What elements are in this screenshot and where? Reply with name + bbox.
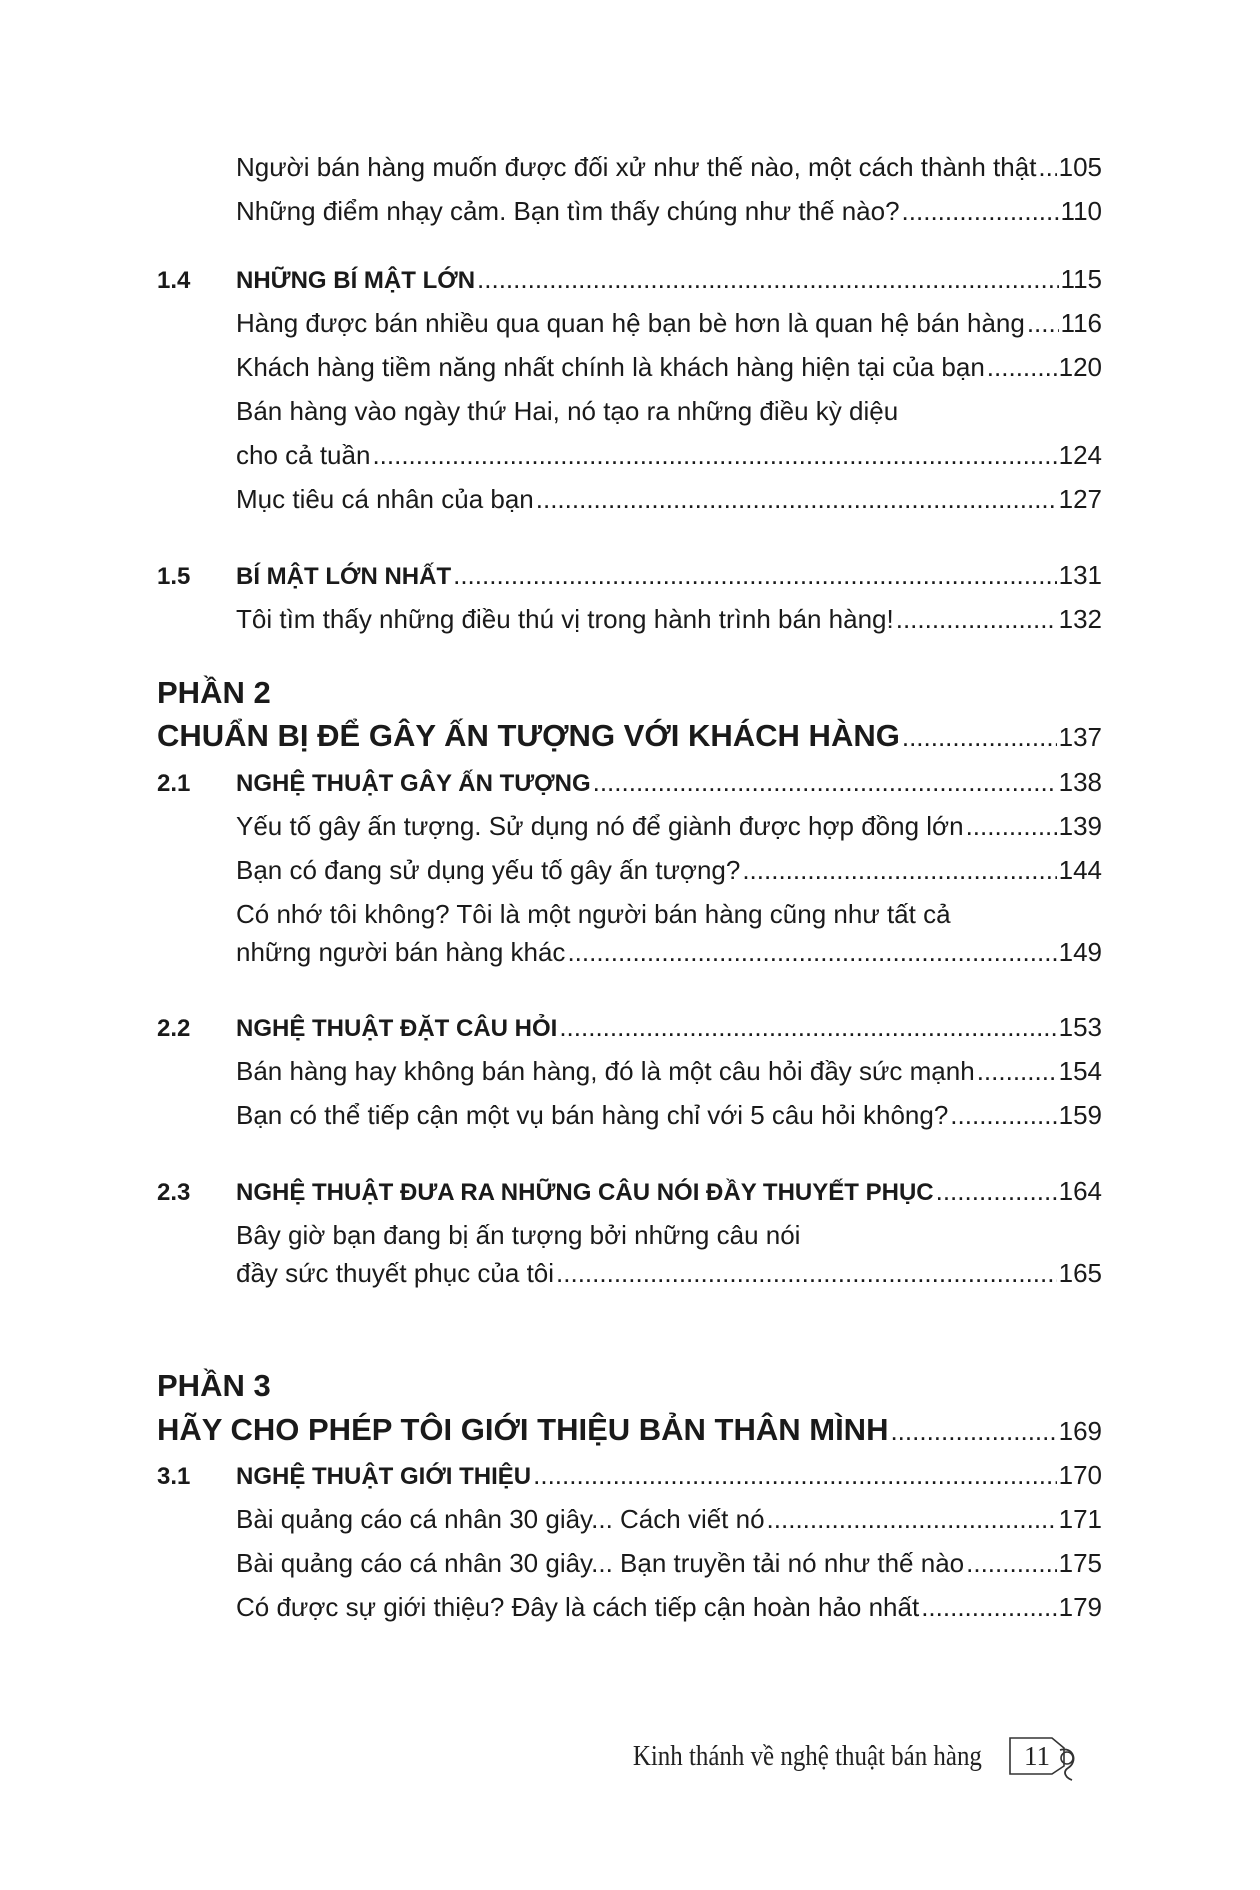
toc-entry <box>236 350 1102 384</box>
section-title: NGHỆ THUẬT GÂY ẤN TƯỢNG <box>236 770 591 797</box>
toc-entry <box>236 935 1102 969</box>
dot-leader <box>966 1546 1056 1580</box>
page-footer <box>500 1734 1110 1780</box>
toc-section <box>157 765 1102 801</box>
toc-entry-title: Có được sự giới thiệu? Đây là cách tiếp cận hoàn hảo nhất <box>236 1592 920 1622</box>
toc-entry-page: 179 <box>1058 1592 1102 1622</box>
toc-entry-line1: Bây giờ bạn đang bị ấn tượng bởi những câu nói <box>236 1220 801 1250</box>
section-page: 164 <box>1058 1176 1102 1206</box>
part-label: PHẦN 2 <box>157 675 271 710</box>
dot-leader <box>1027 306 1059 340</box>
section-title: NGHỆ THUẬT ĐẶT CÂU HỎI <box>236 1015 558 1042</box>
toc-entry-title: Khách hàng tiềm năng nhất chính là khách hàng hiện tại của bạn <box>236 352 985 382</box>
toc-entry-page: 132 <box>1058 604 1102 634</box>
toc-entry <box>236 853 1102 887</box>
dot-leader <box>593 765 1057 799</box>
toc-section <box>157 1458 1102 1494</box>
toc-entry-title: Bài quảng cáo cá nhân 30 giây... Cách viết nó <box>236 1504 765 1534</box>
dot-leader <box>453 558 1057 592</box>
dot-leader <box>477 262 1059 296</box>
toc-entry-title: Hàng được bán nhiều qua quan hệ bạn bè hơn là quan hệ bán hàng <box>236 308 1025 338</box>
toc-entry-page: 127 <box>1058 484 1102 514</box>
section-number: 2.2 <box>157 1015 191 1042</box>
dot-leader <box>372 438 1056 472</box>
toc-entry-page: 154 <box>1058 1056 1102 1086</box>
section-number: 2.1 <box>157 770 191 797</box>
part-title: CHUẨN BỊ ĐỂ GÂY ẤN TƯỢNG VỚI KHÁCH HÀNG <box>157 718 900 753</box>
section-page: 153 <box>1058 1012 1102 1042</box>
toc-entry <box>236 306 1102 340</box>
dot-leader <box>902 717 1057 757</box>
section-number: 1.5 <box>157 563 191 590</box>
toc-entry-line1: Có nhớ tôi không? Tôi là một người bán hàng cũng như tất cả <box>236 899 951 929</box>
toc-entry-title: Bạn có thể tiếp cận một vụ bán hàng chỉ với 5 câu hỏi không? <box>236 1100 949 1130</box>
toc-entry <box>236 1502 1102 1536</box>
section-page: 138 <box>1058 767 1102 797</box>
toc-entry <box>236 194 1102 228</box>
dot-leader <box>890 1411 1056 1451</box>
toc-entry-title: Bán hàng hay không bán hàng, đó là một câu hỏi đầy sức mạnh <box>236 1056 975 1086</box>
toc-entry <box>236 438 1102 472</box>
section-title: BÍ MẬT LỚN NHẤT <box>236 563 452 590</box>
toc-section <box>157 1010 1102 1046</box>
toc-entry-page: 105 <box>1058 152 1102 182</box>
toc-entry-page: 144 <box>1058 855 1102 885</box>
dot-leader <box>533 1458 1056 1492</box>
page-number-box <box>1008 1736 1080 1774</box>
dot-leader <box>977 1054 1057 1088</box>
toc-entry-page: 120 <box>1058 352 1102 382</box>
toc-entry-page: 175 <box>1058 1548 1102 1578</box>
dot-leader <box>567 935 1056 969</box>
toc-entry <box>236 809 1102 843</box>
part-title: HÃY CHO PHÉP TÔI GIỚI THIỆU BẢN THÂN MÌNH <box>157 1412 889 1447</box>
toc-entry <box>236 150 1102 184</box>
dot-leader <box>921 1590 1056 1624</box>
toc-entry-title: đầy sức thuyết phục của tôi <box>236 1258 555 1288</box>
dot-leader <box>950 1098 1056 1132</box>
page-number: 11 <box>1024 1741 1050 1771</box>
toc-entry-page: 171 <box>1058 1504 1102 1534</box>
dot-leader <box>902 194 1059 228</box>
dot-leader <box>966 809 1057 843</box>
dot-leader <box>556 1256 1057 1290</box>
toc-entry-page: 116 <box>1060 308 1102 338</box>
dot-leader <box>742 853 1056 887</box>
book-title: Kinh thánh về nghệ thuật bán hàng <box>632 1740 982 1772</box>
part-title-row <box>157 1410 1102 1451</box>
dot-leader <box>767 1502 1057 1536</box>
toc-section <box>157 262 1102 298</box>
toc-section <box>157 558 1102 594</box>
toc-entry-title: Yếu tố gây ấn tượng. Sử dụng nó để giành được hợp đồng lớn <box>236 811 964 841</box>
dot-leader <box>936 1174 1057 1208</box>
toc-entry-page: 165 <box>1058 1258 1102 1288</box>
dot-leader <box>559 1010 1056 1044</box>
toc-entry-title: những người bán hàng khác <box>236 937 566 967</box>
dot-leader <box>536 482 1057 516</box>
dot-leader <box>896 602 1057 636</box>
toc-entry <box>236 602 1102 636</box>
section-title: NHỮNG BÍ MẬT LỚN <box>236 267 476 294</box>
toc-entry-page: 110 <box>1060 196 1102 226</box>
toc-entry-title: cho cả tuần <box>236 440 371 470</box>
toc-entry-title: Người bán hàng muốn được đối xử như thế nào, một cách thành thật <box>236 152 1037 182</box>
toc-entry <box>236 1590 1102 1624</box>
dot-leader <box>1038 150 1056 184</box>
toc-entry-title: Mục tiêu cá nhân của bạn <box>236 484 534 514</box>
toc-entry <box>236 1054 1102 1088</box>
toc-entry-title: Những điểm nhạy cảm. Bạn tìm thấy chúng như thế nào? <box>236 196 900 226</box>
section-title: NGHỆ THUẬT ĐƯA RA NHỮNG CÂU NÓI ĐẦY THUYẾT PHỤC <box>236 1179 934 1206</box>
toc-entry <box>236 482 1102 516</box>
toc-entry <box>236 1256 1102 1290</box>
part-page: 137 <box>1058 722 1102 752</box>
part-page: 169 <box>1058 1416 1102 1446</box>
section-page: 115 <box>1060 264 1102 294</box>
section-number: 1.4 <box>157 267 191 294</box>
toc-entry <box>236 1098 1102 1132</box>
section-number: 2.3 <box>157 1179 191 1206</box>
toc-entry-title: Tôi tìm thấy những điều thú vị trong hành trình bán hàng! <box>236 604 894 634</box>
toc-entry-page: 124 <box>1058 440 1102 470</box>
toc-entry-page: 159 <box>1058 1100 1102 1130</box>
part-title-row <box>157 716 1102 757</box>
toc-entry-line1: Bán hàng vào ngày thứ Hai, nó tạo ra những điều kỳ diệu <box>236 396 899 426</box>
dot-leader <box>987 350 1057 384</box>
toc-section <box>157 1174 1102 1210</box>
section-page: 170 <box>1058 1460 1102 1490</box>
section-page: 131 <box>1058 560 1102 590</box>
toc-entry-title: Bạn có đang sử dụng yếu tố gây ấn tượng? <box>236 855 741 885</box>
toc-entry-page: 149 <box>1058 937 1102 967</box>
toc-entry-title: Bài quảng cáo cá nhân 30 giây... Bạn truyền tải nó như thế nào <box>236 1548 965 1578</box>
toc-entry-page: 139 <box>1058 811 1102 841</box>
toc-entry <box>236 1546 1102 1580</box>
section-title: NGHỆ THUẬT GIỚI THIỆU <box>236 1463 532 1490</box>
section-number: 3.1 <box>157 1463 191 1490</box>
part-label: PHẦN 3 <box>157 1368 271 1403</box>
